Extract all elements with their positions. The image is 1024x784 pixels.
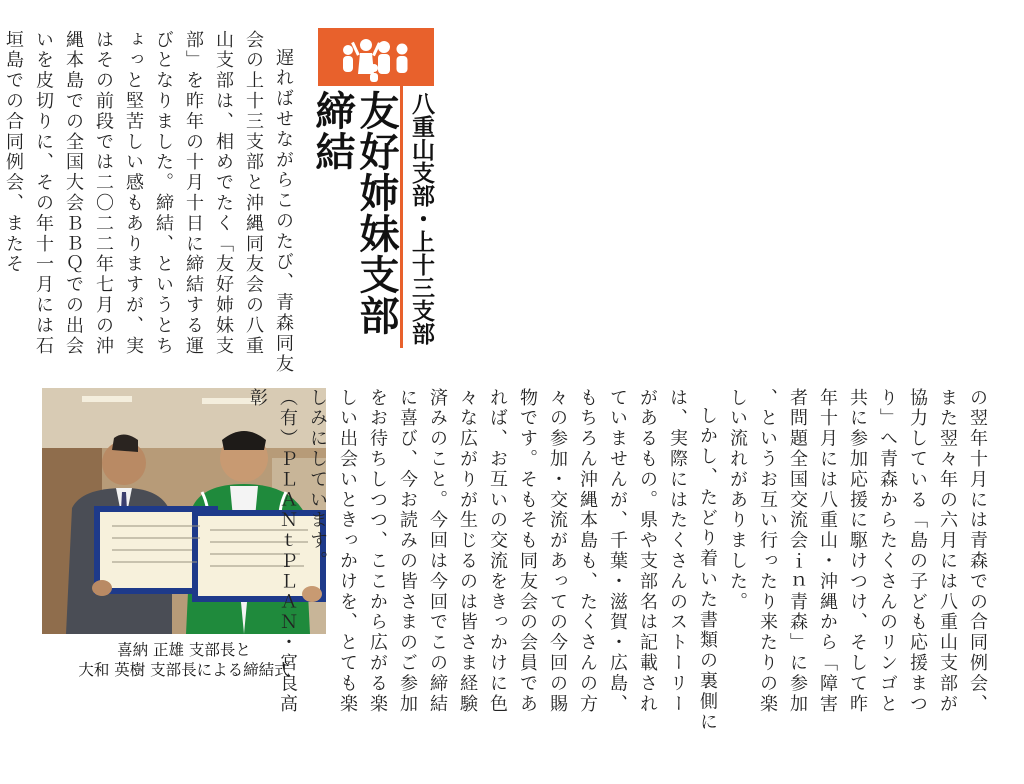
- caption-line-2: 大和 英樹 支部長による締結式: [78, 661, 290, 679]
- body-paragraph-2: しかし、たどり着いた書類の裏側には、実際にはたくさんのストーリーがあるもの。県や支部名は記載されていませんが、千葉・滋賀・広島、もちろん沖縄本島も、たくさんの方々の参加・交流があっての今回の賜物です。そもそも同友会の会員であれば、お互いの交流をきっかけに色々な広がりが生じるのは皆さま経験済みのこと。今回は今回でこの締結に喜び、今お読みの皆さまのご参加をお待ちしつつ、ここから広がる楽しい出会いときっかけを、とても楽しみにしています。: [307, 388, 718, 733]
- signature: [242, 388, 302, 733]
- signature-text: （有）ＰＬＡＮｔＰＬＡＮ・宮良高彰: [247, 388, 298, 715]
- body-paragraph-1: の翌年十月には青森での合同例会、また翌々年の六月には八重山支部が協力している「島の子ども応援まつり」へ青森からたくさんのリンゴと共に参加応援に駆けつけ、そして昨年十月には八重山・沖縄から「障害者問題全国交流会ｉｎ青森」に参加、というお互い行ったり来たりの楽しい流れがありました。: [727, 388, 988, 715]
- heading-subtitle: 八重山支部・上十三支部: [408, 92, 434, 345]
- intro-text: [3, 30, 298, 375]
- caption-line-1: 喜納 正雄 支部長と: [117, 641, 251, 659]
- body-text: [247, 388, 992, 733]
- heading-divider: [400, 86, 403, 348]
- intro-paragraph: 遅ればせながらこのたび、青森同友会の上十三支部と沖縄同友会の八重山支部は、相めでたく「友好姉妹支部」を昨年の十月十日に締結する運びとなりました。締結、というとちょっと堅苦しい感もありますが、実はその前段では二〇二二年七月の沖縄本島での全国大会ＢＢＱでの出会いを皮切りに、その年十一月には石垣島での合同例会、またそ: [3, 30, 294, 375]
- people-group-icon: [318, 28, 434, 86]
- heading-title: 友好姉妹支部締結: [309, 90, 399, 336]
